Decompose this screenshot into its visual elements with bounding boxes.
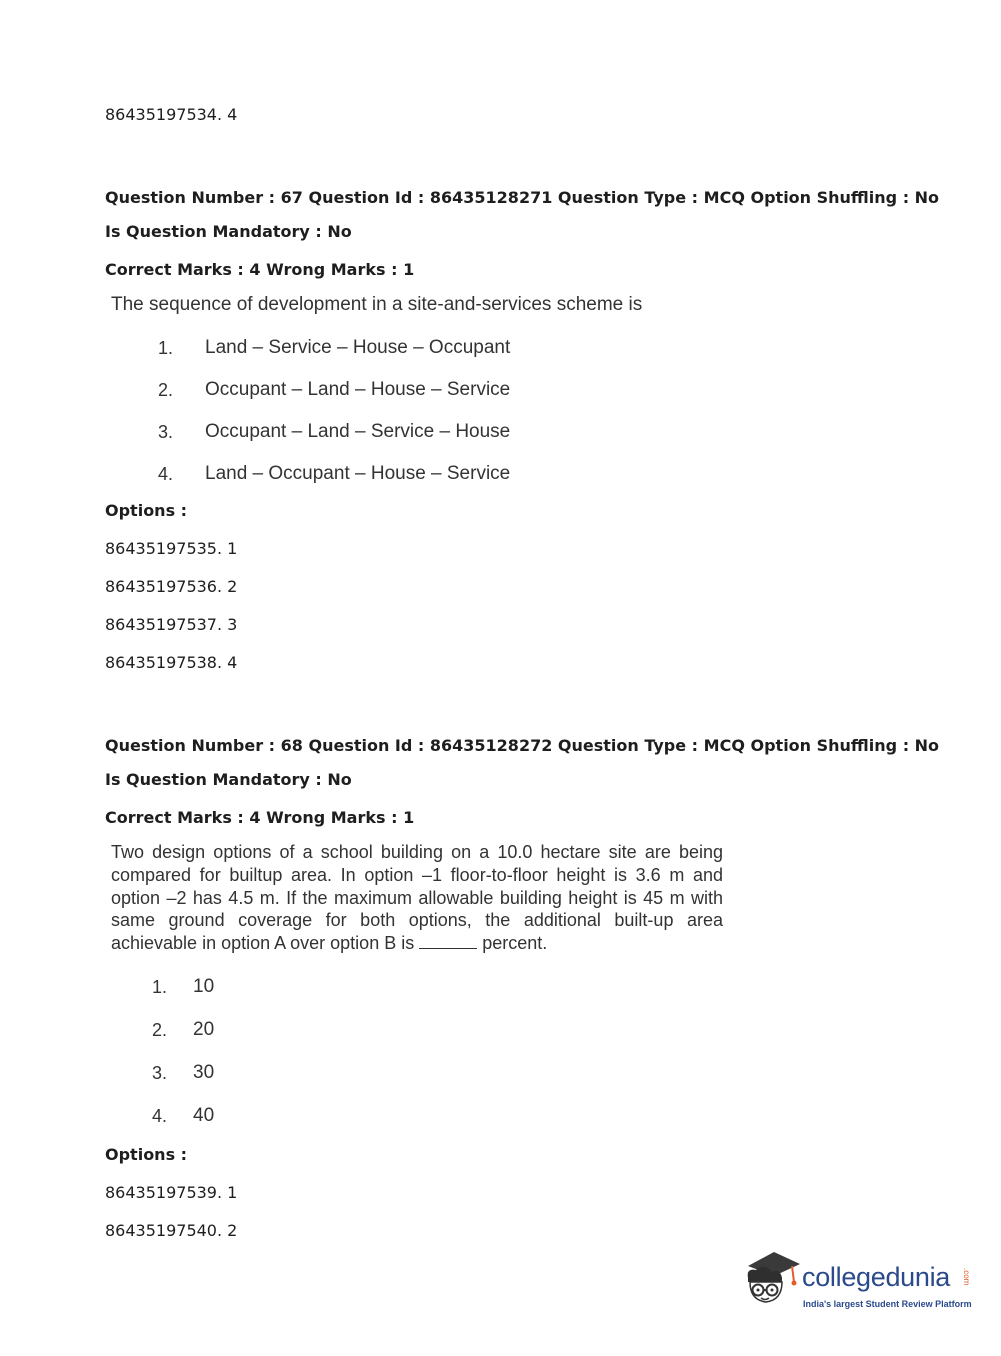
choice-text: Land – Occupant – House – Service — [205, 463, 511, 484]
choice-number: 3. — [152, 1063, 168, 1083]
choice-number: 1. — [152, 977, 168, 997]
choice-text: Occupant – Land – House – Service — [205, 379, 511, 400]
choice-text: 20 — [193, 1019, 215, 1040]
choice-text: 10 — [193, 976, 215, 997]
mandatory-line: Is Question Mandatory : No — [105, 222, 352, 241]
options-label: Options : — [105, 1145, 188, 1164]
question-stem-text: Two design options of a school building on a 10.0 hectare site are being compared for builtup area. In option –1 floor-to-floor height is 3.6 m and option –2 has 4.5 m. If the maximum allowable building height is 45 m with same ground coverage for both options, the additional built-up area achievable in option A over option B is — [111, 842, 723, 954]
question-header: Question Number : 67 Question Id : 86435128271 Question Type : MCQ Option Shuffling : No — [105, 188, 940, 207]
option-line: 86435197534. 4 — [105, 105, 238, 124]
question-stem-suffix: percent. — [482, 933, 548, 954]
mandatory-line: Is Question Mandatory : No — [105, 770, 352, 789]
mascot-icon — [740, 1248, 800, 1318]
brand-suffix: .com — [962, 1268, 971, 1286]
choice-number: 2. — [152, 1020, 168, 1040]
option-line: 86435197539. 1 — [105, 1183, 238, 1202]
brand-logo[interactable] — [740, 1248, 970, 1318]
choice-text: Occupant – Land – Service – House — [205, 421, 511, 442]
choice-text: Land – Service – House – Occupant — [205, 337, 511, 358]
choice-text: 30 — [193, 1062, 215, 1083]
brand-name: collegedunia — [802, 1262, 951, 1292]
option-line: 86435197538. 4 — [105, 653, 238, 672]
question-stem: The sequence of development in a site-and-services scheme is — [111, 294, 643, 315]
option-line: 86435197536. 2 — [105, 577, 238, 596]
question-stem — [111, 841, 723, 955]
option-line: 86435197540. 2 — [105, 1221, 238, 1240]
choice-text: 40 — [193, 1105, 215, 1126]
option-line: 86435197535. 1 — [105, 539, 238, 558]
brand-tagline: India's largest Student Review Platform — [803, 1299, 972, 1309]
marks-line: Correct Marks : 4 Wrong Marks : 1 — [105, 808, 415, 827]
choice-number: 4. — [158, 464, 174, 484]
question-header: Question Number : 68 Question Id : 86435128272 Question Type : MCQ Option Shuffling : No — [105, 736, 940, 755]
option-line: 86435197537. 3 — [105, 615, 238, 634]
choice-number: 3. — [158, 422, 174, 442]
choice-number: 2. — [158, 380, 174, 400]
fill-blank — [419, 934, 477, 949]
options-label: Options : — [105, 501, 188, 520]
choice-number: 4. — [152, 1106, 168, 1126]
choice-number: 1. — [158, 338, 174, 358]
marks-line: Correct Marks : 4 Wrong Marks : 1 — [105, 260, 415, 279]
